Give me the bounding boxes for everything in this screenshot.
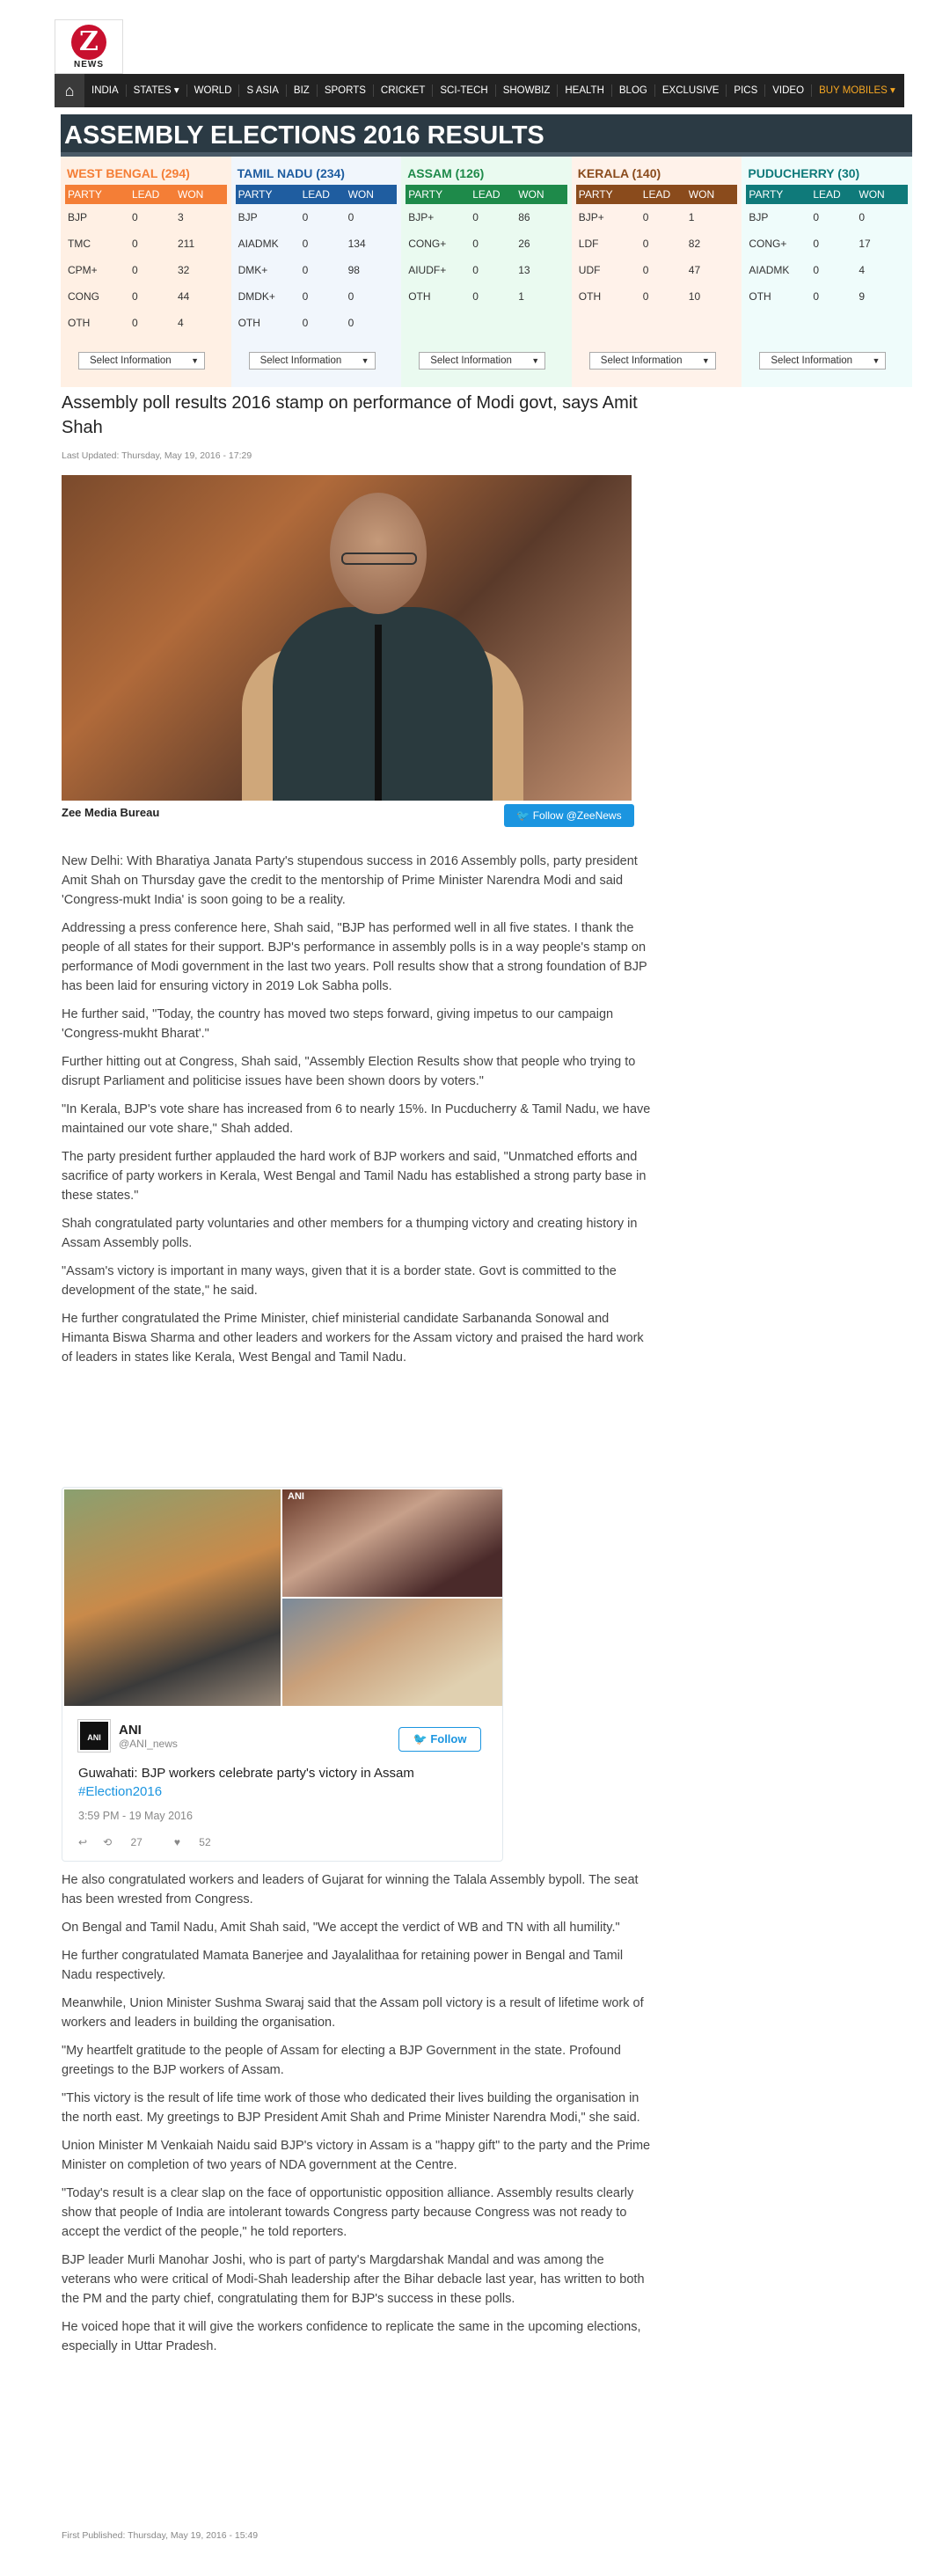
won-cell: 1 [688, 211, 695, 223]
logo-text: NEWS [74, 59, 104, 70]
table-row [65, 310, 227, 336]
lead-cell: 0 [813, 290, 820, 303]
lead-cell: 0 [472, 290, 479, 303]
tweet-actions [78, 1836, 243, 1848]
party-cell: BJP [749, 211, 769, 223]
state-name[interactable]: WEST BENGAL (294) [67, 166, 190, 180]
tweet-hashtag-link[interactable]: #Election2016 [78, 1784, 163, 1799]
table-row [746, 283, 908, 310]
tweet-body: Guwahati: BJP workers celebrate party's victory in Assam [78, 1766, 414, 1781]
column-header: PARTY [408, 188, 443, 201]
party-cell: CPM+ [68, 264, 98, 276]
nav-item[interactable]: BLOG [612, 84, 655, 97]
table-row [65, 204, 227, 231]
article-paragraph: "This victory is the result of life time work of those who dedicated their lives building the organisation in the north east. My greetings to BJP President Amit Shah and Prime Minister Narendra Modi," she said. [62, 2091, 640, 2125]
table-row [406, 283, 567, 310]
party-cell: AIUDF+ [408, 264, 447, 276]
won-cell: 0 [347, 317, 354, 329]
states-grid [61, 157, 912, 387]
article-hero-image [62, 475, 632, 801]
tweet-follow-label: Follow [430, 1732, 467, 1745]
party-cell: UDF [578, 264, 601, 276]
party-cell: CONG [68, 290, 99, 303]
lead-cell: 0 [472, 238, 479, 250]
column-header: PARTY [749, 188, 784, 201]
select-label: Select Information [600, 355, 683, 366]
table-row [406, 204, 567, 231]
home-icon[interactable]: ⌂ [55, 74, 84, 107]
zee-news-logo[interactable] [55, 19, 123, 74]
column-header: WON [688, 188, 715, 201]
lead-cell: 0 [132, 264, 138, 276]
select-label: Select Information [259, 355, 342, 366]
nav-item[interactable]: CRICKET [374, 84, 433, 97]
column-header: LEAD [642, 188, 671, 201]
lead-cell: 0 [813, 264, 820, 276]
lead-cell: 0 [302, 238, 309, 250]
results-table-header [236, 185, 398, 204]
nav-item[interactable]: VIDEO [765, 84, 812, 97]
article-paragraph: "Today's result is a clear slap on the face of opportunistic opposition alliance. Assembly results clearly show that people of India are intolerant towards Congress party because Congress was not ready to accept the verdict of the people," he told reporters. [62, 2186, 634, 2239]
select-information-dropdown[interactable] [759, 352, 886, 370]
ani-watermark: ANI [288, 1491, 304, 1502]
first-published: First Published: Thursday, May 19, 2016 - 15:49 [62, 2530, 259, 2541]
results-table-header [576, 185, 738, 204]
won-cell: 1 [518, 290, 524, 303]
article-paragraph: Meanwhile, Union Minister Sushma Swaraj said that the Assam poll victory is a result of lifetime work of workers and leaders in building the organisation. [62, 1996, 644, 2030]
results-table-header [406, 185, 567, 204]
nav-item[interactable]: BIZ [287, 84, 318, 97]
party-cell: AIADMK [238, 238, 279, 250]
retweet-count: 27 [130, 1836, 142, 1848]
won-cell: 86 [518, 211, 530, 223]
tweet-photos[interactable] [62, 1488, 502, 1708]
twitter-bird-icon: 🐦 [516, 809, 530, 822]
select-label: Select Information [430, 355, 512, 366]
state-name[interactable]: PUDUCHERRY (30) [748, 166, 860, 180]
won-cell: 13 [518, 264, 530, 276]
article-paragraph: Further hitting out at Congress, Shah said, "Assembly Election Results show that people who trying to disrupt Parliament and politicise issues have been shown doors by voters." [62, 1055, 636, 1088]
article-paragraph: He voiced hope that it will give the workers confidence to replicate the same in the upcoming elections, especially in Uttar Pradesh. [62, 2320, 641, 2353]
reply-icon[interactable]: ↩ [78, 1836, 88, 1848]
nav-item[interactable]: WORLD [187, 84, 240, 97]
article-body-continued [62, 1870, 651, 2365]
table-row [746, 231, 908, 257]
article-paragraph: "Assam's victory is important in many ways, given that it is a border state. Govt is committed to the development of the state," he said. [62, 1264, 617, 1298]
chevron-down-icon: ▼ [191, 356, 199, 365]
party-cell: DMDK+ [238, 290, 275, 303]
party-cell: TMC [68, 238, 91, 250]
table-row [236, 231, 398, 257]
follow-zeenews-button[interactable] [504, 804, 634, 827]
won-cell: 0 [347, 290, 354, 303]
table-row [576, 283, 738, 310]
nav-item[interactable]: SHOWBIZ [496, 84, 559, 97]
lead-cell: 0 [132, 290, 138, 303]
state-results-panel [61, 157, 231, 387]
article-paragraph: Union Minister M Venkaiah Naidu said BJP's victory in Assam is a "happy gift" to the party and the Prime Minister on completion of two years of NDA government at the Centre. [62, 2139, 651, 2172]
column-header: WON [347, 188, 374, 201]
select-information-dropdown[interactable] [589, 352, 716, 370]
state-name[interactable]: KERALA (140) [577, 166, 661, 180]
like-button[interactable] [174, 1836, 227, 1848]
lead-cell: 0 [472, 264, 479, 276]
main-nav [55, 74, 904, 107]
lead-cell: 0 [302, 211, 309, 223]
table-row [65, 257, 227, 283]
table-row [236, 283, 398, 310]
follow-label: Follow @ZeeNews [532, 809, 622, 822]
table-row [406, 231, 567, 257]
state-results-panel [231, 157, 402, 387]
nav-item[interactable]: BUY MOBILES ▾ [819, 85, 895, 96]
article-paragraph: The party president further applauded the hard work of BJP workers and said, "Unmatched efforts and sacrifice of party workers in Kerala, West Bengal and Tamil Nadu has established a strong party base in these states." [62, 1150, 647, 1203]
chevron-down-icon: ▼ [701, 356, 710, 365]
column-header: LEAD [813, 188, 841, 201]
like-count: 52 [199, 1836, 211, 1848]
lead-cell: 0 [642, 211, 649, 223]
table-row [576, 257, 738, 283]
lead-cell: 0 [302, 317, 309, 329]
state-results-panel [742, 157, 912, 387]
party-cell: AIADMK [749, 264, 790, 276]
article-paragraph: He also congratulated workers and leaders of Gujarat for winning the Talala Assembly bypoll. The seat has been wrested from Congress. [62, 1873, 639, 1906]
state-results-panel [572, 157, 742, 387]
chevron-down-icon: ▼ [531, 356, 540, 365]
party-cell: OTH [238, 317, 260, 329]
state-name[interactable]: ASSAM (126) [407, 166, 485, 180]
lead-cell: 0 [642, 238, 649, 250]
lead-cell: 0 [132, 211, 138, 223]
nav-item[interactable]: HEALTH [558, 84, 612, 97]
won-cell: 47 [688, 264, 701, 276]
table-row [236, 257, 398, 283]
won-cell: 82 [688, 238, 701, 250]
embedded-tweet[interactable] [62, 1487, 503, 1862]
article-paragraph: BJP leader Murli Manohar Joshi, who is part of party's Margdarshak Mandal and was among the veterans who were critical of Modi-Shah leadership after the Bihar debacle last year, has written to both the PM and the party chief, congratulating them for BJP's success in these polls. [62, 2253, 645, 2306]
article-paragraph: He further congratulated the Prime Minister, chief ministerial candidate Sarbananda Sonowal and Himanta Biswa Sharma and other leaders and workers for the Assam victory and praised the hard work of leaders in states like Kerala, West Bengal and Tamil Nadu. [62, 1312, 644, 1365]
table-row [746, 257, 908, 283]
chevron-down-icon: ▼ [872, 356, 881, 365]
won-cell: 0 [859, 211, 866, 223]
election-results-widget [61, 114, 912, 387]
won-cell: 211 [178, 238, 195, 250]
tweet-author[interactable] [78, 1720, 178, 1752]
logo-mark: Z [71, 25, 106, 60]
won-cell: 4 [859, 264, 866, 276]
nav-items [84, 84, 902, 97]
table-row [65, 231, 227, 257]
won-cell: 0 [347, 211, 354, 223]
twitter-bird-icon: 🐦 [413, 1732, 428, 1745]
column-header: PARTY [68, 188, 102, 201]
table-row [746, 204, 908, 231]
won-cell: 10 [688, 290, 701, 303]
won-cell: 9 [859, 290, 866, 303]
article-paragraph: On Bengal and Tamil Nadu, Amit Shah said, "We accept the verdict of WB and TN with all humility." [62, 1921, 620, 1935]
tweet-text [78, 1764, 483, 1801]
tweet-photo[interactable] [64, 1489, 281, 1706]
select-label: Select Information [90, 355, 172, 366]
last-updated: Last Updated: Thursday, May 19, 2016 - 17:29 [62, 450, 252, 461]
retweet-button[interactable] [103, 1836, 158, 1848]
party-cell: BJP [238, 211, 258, 223]
heart-icon: ♥ [173, 1836, 180, 1848]
article-paragraph: He further congratulated Mamata Banerjee and Jayalalithaa for retaining power in Bengal and Tamil Nadu respectively. [62, 1949, 624, 1982]
column-header: PARTY [578, 188, 613, 201]
table-row [576, 231, 738, 257]
lead-cell: 0 [302, 290, 309, 303]
chevron-down-icon: ▼ [361, 356, 369, 365]
lead-cell: 0 [132, 238, 138, 250]
column-header: WON [178, 188, 204, 201]
won-cell: 26 [518, 238, 530, 250]
party-cell: CONG+ [408, 238, 447, 250]
tweet-photo[interactable] [282, 1489, 502, 1597]
article-body [62, 852, 651, 1376]
won-cell: 98 [347, 264, 360, 276]
article-paragraph: New Delhi: With Bharatiya Janata Party's stupendous success in 2016 Assembly polls, party president Amit Shah on Thursday gave the credit to the mentorship of Prime Minister Narendra Modi and said 'Congress-mukt India' is soon going to be a reality. [62, 854, 638, 907]
table-row [236, 204, 398, 231]
byline: Zee Media Bureau [62, 806, 160, 819]
tweet-follow-button[interactable] [398, 1727, 481, 1752]
won-cell: 17 [859, 238, 871, 250]
article-paragraph: Addressing a press conference here, Shah said, "BJP has performed well in all five states. I thank the people of all states for their support. BJP's performance in assembly polls is in a way people's stamp on performance of Modi government in the last two years. Poll results show that a strong foundation of BJP has been laid for ensuring victory in 2019 Lok Sabha polls. [62, 921, 647, 993]
lead-cell: 0 [642, 264, 649, 276]
lead-cell: 0 [132, 317, 138, 329]
nav-item[interactable]: PICS [727, 84, 765, 97]
state-name[interactable]: TAMIL NADU (234) [237, 166, 345, 180]
lead-cell: 0 [472, 211, 479, 223]
select-information-dropdown[interactable] [419, 352, 545, 370]
won-cell: 44 [178, 290, 190, 303]
lead-cell: 0 [642, 290, 649, 303]
tweet-photo[interactable] [282, 1599, 502, 1706]
party-cell: CONG+ [749, 238, 787, 250]
tweet-author-handle[interactable]: @ANI_news [119, 1737, 178, 1750]
won-cell: 134 [347, 238, 366, 250]
table-row [406, 257, 567, 283]
column-header: PARTY [238, 188, 273, 201]
results-table-header [746, 185, 908, 204]
results-title: ASSEMBLY ELECTIONS 2016 RESULTS [61, 114, 912, 157]
state-results-panel [401, 157, 572, 387]
table-row [236, 310, 398, 336]
party-cell: DMK+ [238, 264, 268, 276]
article-paragraph: Shah congratulated party voluntaries and other members for a thumping victory and creating history in Assam Assembly polls. [62, 1217, 638, 1250]
nav-item[interactable]: SPORTS [318, 84, 374, 97]
column-header: WON [859, 188, 885, 201]
nav-item[interactable]: INDIA [84, 84, 127, 97]
party-cell: OTH [68, 317, 91, 329]
column-header: LEAD [132, 188, 160, 201]
nav-item[interactable]: STATES ▾ [127, 84, 187, 97]
select-information-dropdown[interactable] [78, 352, 205, 370]
party-cell: LDF [578, 238, 599, 250]
lead-cell: 0 [813, 238, 820, 250]
article-paragraph: He further said, "Today, the country has moved two steps forward, giving impetus to our campaign 'Congress-mukht Bharat'." [62, 1007, 614, 1041]
party-cell: OTH [408, 290, 431, 303]
column-header: WON [518, 188, 544, 201]
retweet-icon: ⟲ [103, 1836, 113, 1848]
party-cell: BJP+ [408, 211, 435, 223]
avatar[interactable]: ANI [78, 1720, 110, 1752]
tweet-author-name[interactable]: ANI [119, 1722, 142, 1738]
nav-item[interactable]: S ASIA [239, 84, 286, 97]
won-cell: 32 [178, 264, 190, 276]
article-paragraph: "My heartfelt gratitude to the people of Assam for electing a BJP Government in the state. Profound greetings to the BJP workers of Assam. [62, 2044, 621, 2077]
select-label: Select Information [771, 355, 853, 366]
select-information-dropdown[interactable] [249, 352, 376, 370]
party-cell: BJP [68, 211, 88, 223]
article-headline: Assembly poll results 2016 stamp on performance of Modi govt, says Amit Shah [62, 393, 638, 437]
results-table-header [65, 185, 227, 204]
won-cell: 4 [178, 317, 184, 329]
nav-item[interactable]: EXCLUSIVE [655, 84, 727, 97]
nav-item[interactable]: SCI-TECH [433, 84, 495, 97]
column-header: LEAD [302, 188, 330, 201]
lead-cell: 0 [302, 264, 309, 276]
tweet-timestamp[interactable]: 3:59 PM - 19 May 2016 [78, 1810, 193, 1822]
table-row [576, 204, 738, 231]
column-header: LEAD [472, 188, 501, 201]
won-cell: 3 [178, 211, 184, 223]
article-paragraph: "In Kerala, BJP's vote share has increased from 6 to nearly 15%. In Pucducherry & Tamil Nadu, we have maintained our vote share," Shah added. [62, 1102, 651, 1136]
party-cell: BJP+ [578, 211, 604, 223]
party-cell: OTH [749, 290, 771, 303]
party-cell: OTH [578, 290, 602, 303]
lead-cell: 0 [813, 211, 820, 223]
table-row [65, 283, 227, 310]
